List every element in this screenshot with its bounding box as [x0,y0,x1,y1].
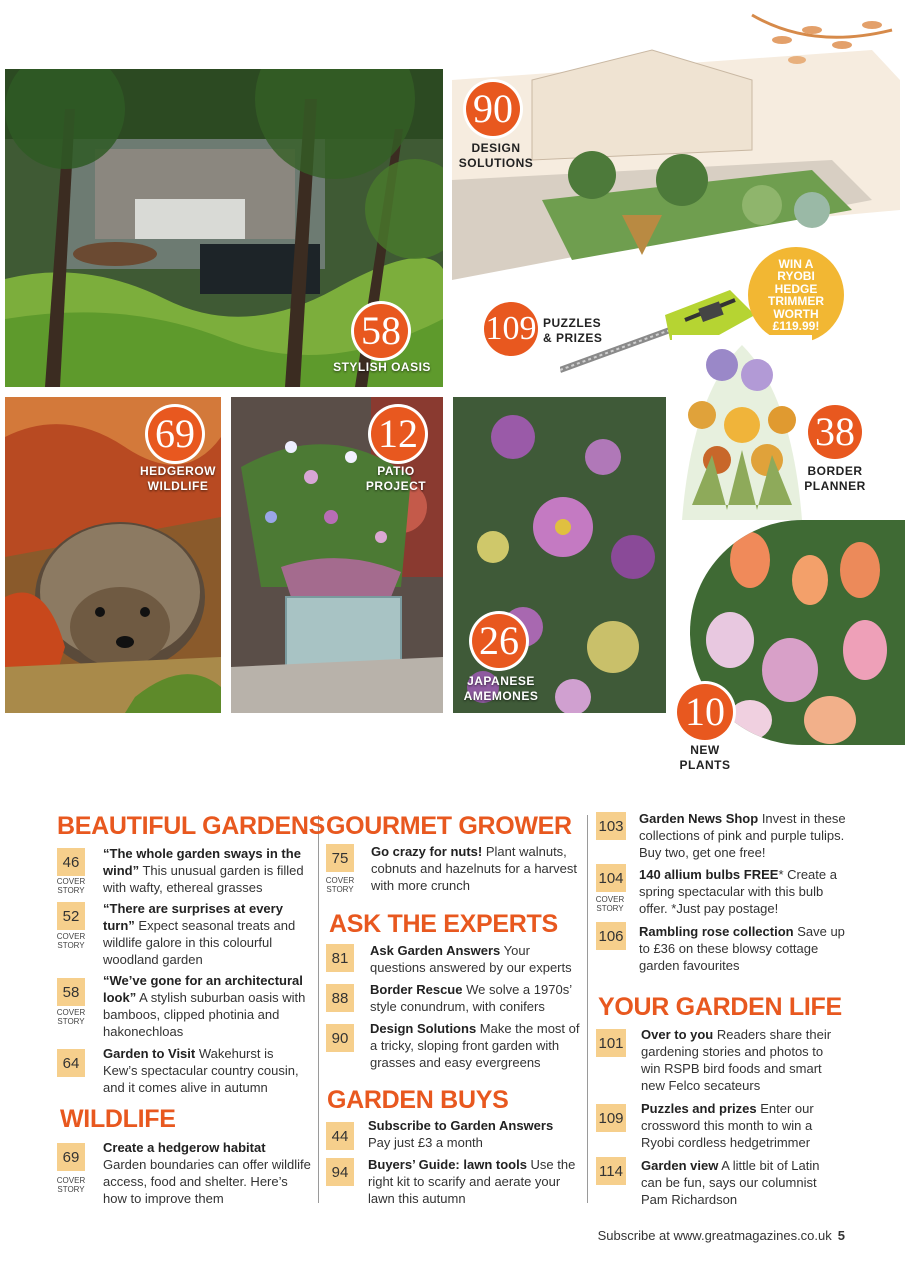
entry-75-body: Plant walnuts, cobnuts and hazelnuts for a harvest with more crunch [371,844,577,893]
badge-10-new-plants: 10 [677,684,733,740]
entry-75-title: Go crazy for nuts! [371,844,483,859]
page-number-114[interactable]: 114 [596,1157,626,1185]
divider-right [587,815,588,1203]
entry-94[interactable] [368,1156,582,1207]
heading-your-garden-life: YOUR GARDEN LIFE [598,993,842,1021]
border-planner-photo [672,335,812,520]
caption-hedgerow-line1: HEDGEROW [140,464,216,478]
anemones-photo [453,397,666,713]
heading-wildlife: WILDLIFE [60,1105,176,1133]
cover-story-75: COVER STORY [325,876,355,894]
promo-line1: WIN A [778,256,814,271]
entry-52-title: “There are surprises at every turn” [103,901,283,933]
footer-subscribe-link[interactable]: Subscribe at www.greatmagazines.co.uk [597,1228,832,1243]
entry-44[interactable] [368,1117,582,1151]
caption-border [798,464,872,494]
entry-58[interactable] [103,972,311,1040]
promo-line4: TRIMMER [768,294,824,308]
caption-puzzles-line2: & PRIZES [543,331,603,345]
badge-58-stylish-oasis: 58 [354,304,408,358]
badge-69-hedgerow: 69 [148,407,202,461]
caption-stylish-oasis: STYLISH OASIS [333,360,431,374]
entry-46[interactable] [103,845,311,896]
entry-58-body: A stylish suburban oasis with bamboos, clipped photinia and hakonechloas [103,990,306,1039]
promo-win-hedge-trimmer [748,247,844,343]
page-number-81[interactable]: 81 [326,944,354,972]
entry-114[interactable] [641,1157,841,1208]
entry-106[interactable] [639,923,851,974]
page-number-104[interactable]: 104 [596,864,626,892]
entry-69-body: Garden boundaries can offer wildlife access, food and shelter. Here’s how to improve them [103,1157,311,1206]
entry-44-title: Subscribe to Garden Answers [368,1118,554,1133]
entry-101-title: Over to you [641,1027,714,1042]
caption-new-plants [665,743,745,773]
page-number-88[interactable]: 88 [326,984,354,1012]
entry-64-body: Wakehurst is Kew’s spectacular country cousin, and it comes alive in autumn [103,1046,299,1095]
entry-90-body: Make the most of a tricky, sloping front garden with grasses and easy evergreens [370,1021,580,1070]
caption-new-plants-line2: PLANTS [679,758,731,772]
promo-line6: £119.99! [772,319,820,333]
page-number-46[interactable]: 46 [57,848,85,876]
entry-46-body: This unusual garden is filled with wafty, ethereal grasses [103,863,304,895]
caption-patio [352,464,440,494]
page-folio: 5 [837,1228,845,1243]
caption-patio-line1: PATIO [377,464,415,478]
page-number-69[interactable]: 69 [57,1143,85,1171]
divider-left [318,815,319,1203]
entry-94-body: Use the right kit to scarify and aerate your lawn this autumn [368,1157,576,1206]
badge-109-puzzles: 109 [484,302,538,356]
entry-103[interactable] [639,810,851,861]
entry-104-title: 140 allium bulbs FREE [639,867,779,882]
entry-75[interactable] [371,843,581,894]
entry-52[interactable] [103,900,311,968]
entry-109-title: Puzzles and prizes [641,1101,757,1116]
caption-puzzles-line1: PUZZLES [543,316,602,330]
page-number-52[interactable]: 52 [57,902,85,930]
promo-line2: RYOBI [777,269,815,283]
entry-44-body: Pay just £3 a month [368,1135,483,1150]
entry-101-body: Readers share their gardening stories and photos to win RSPB bird foods and smart new Felco secateurs [641,1027,832,1093]
entry-94-title: Buyers’ Guide: lawn tools [368,1157,527,1172]
promo-line3: HEDGE [774,281,818,296]
entry-88-body: We solve a 1970s’ style conundrum, with conifers [370,982,572,1014]
entry-106-body: Save up to £36 on these blowsy cottage garden favourites [639,924,845,973]
page-number-101[interactable]: 101 [596,1029,626,1057]
entry-104[interactable] [639,866,851,917]
caption-hedgerow-line2: WILDLIFE [147,479,209,493]
entry-109[interactable] [641,1100,841,1151]
entry-114-title: Garden view [641,1158,719,1173]
heading-ask-the-experts: ASK THE EXPERTS [329,910,558,938]
entry-90-title: Design Solutions [370,1021,477,1036]
caption-japanese-line2: AMEMONES [463,689,539,703]
footer [598,1228,845,1243]
cover-story-52: COVER STORY [56,932,86,950]
caption-design-solutions [450,141,542,171]
entry-106-title: Rambling rose collection [639,924,794,939]
page-number-109[interactable]: 109 [596,1104,626,1132]
entry-81-title: Ask Garden Answers [370,943,501,958]
caption-patio-line2: PROJECT [365,479,427,493]
heading-garden-buys: GARDEN BUYS [327,1086,509,1114]
entry-46-title: “The whole garden sways in the wind” [103,846,301,878]
entry-101[interactable] [641,1026,841,1094]
caption-border-line2: PLANNER [804,479,866,493]
entry-114-body: A little bit of Latin can be fun, says our columnist Pam Richardson [641,1158,820,1207]
caption-border-line1: BORDER [807,464,863,478]
caption-hedgerow [128,464,228,494]
page-number-75[interactable]: 75 [326,844,354,872]
entry-90[interactable] [370,1020,582,1071]
heading-beautiful-gardens: BEAUTIFUL GARDENS [57,812,326,840]
badge-12-patio: 12 [371,407,425,461]
cover-story-104: COVER STORY [595,895,625,913]
badge-90-design-solutions: 90 [466,82,520,136]
page-number-90[interactable]: 90 [326,1024,354,1052]
cover-story-69: COVER STORY [56,1176,86,1194]
cover-story-58: COVER STORY [56,1008,86,1026]
cover-story-46: COVER STORY [56,877,86,895]
entry-64[interactable] [103,1045,311,1096]
entry-104-body: * Create a spring spectacular with this bulb offer. *Just pay postage! [639,867,837,916]
page-number-106[interactable]: 106 [596,922,626,950]
entry-88-title: Border Rescue [370,982,463,997]
entry-58-title: “We’ve gone for an architectural look” [103,973,303,1005]
page-number-58[interactable]: 58 [57,978,85,1006]
entry-64-title: Garden to Visit [103,1046,196,1061]
caption-japanese [456,674,546,704]
entry-109-body: Enter our crossword this month to win a Ryobi cordless hedgetrimmer [641,1101,814,1150]
page-number-64[interactable]: 64 [57,1049,85,1077]
entry-69[interactable] [103,1139,311,1207]
caption-design-line2: SOLUTIONS [458,156,534,170]
caption-japanese-line1: JAPANESE [467,674,535,688]
page-number-103[interactable]: 103 [596,812,626,840]
entry-81-body: Your questions answered by our experts [370,943,572,975]
page-number-94[interactable]: 94 [326,1158,354,1186]
entry-69-title: Create a hedgerow habitat [103,1140,266,1155]
badge-38-border: 38 [808,405,862,459]
badge-26-japanese: 26 [472,614,526,668]
entry-103-title: Garden News Shop [639,811,759,826]
caption-new-plants-line1: NEW [690,743,720,757]
caption-design-line1: DESIGN [471,141,521,155]
entry-103-body: Invest in these collections of pink and purple tulips. Buy two, get one free! [639,811,846,860]
entry-81[interactable] [370,942,582,976]
caption-puzzles [543,316,613,346]
entry-88[interactable] [370,981,582,1015]
entry-52-body: Expect seasonal treats and wildlife galore in this colourful woodland garden [103,918,296,967]
page-number-44[interactable]: 44 [326,1122,354,1150]
promo-line5: WORTH [773,306,819,321]
heading-gourmet-grower: GOURMET GROWER [326,812,572,840]
